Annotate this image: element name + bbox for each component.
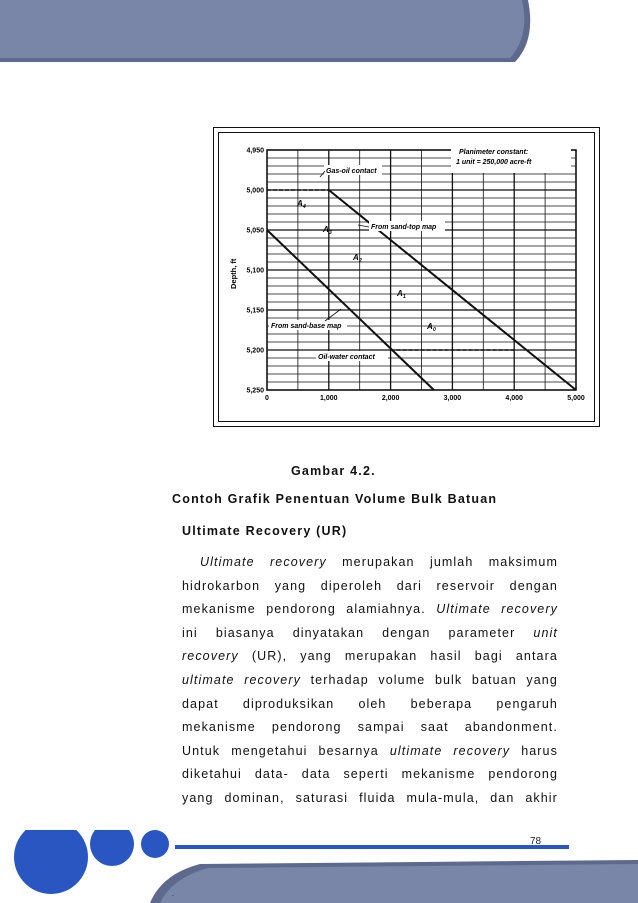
paragraph-word: merupakan xyxy=(344,649,418,664)
chart-ticks xyxy=(246,148,584,403)
gas-oil-label: Gas-oil contact xyxy=(326,168,377,175)
paragraph-word: pendorong xyxy=(488,767,558,782)
y-tick-label: 5,000 xyxy=(246,187,264,195)
x-tick-label: 3,000 xyxy=(443,395,462,402)
paragraph-word: unit xyxy=(533,625,558,640)
paragraph-word: dari xyxy=(396,578,422,593)
sand-top-label: From sand-top map xyxy=(371,224,437,231)
paragraph-line xyxy=(182,624,558,642)
paragraph-word: sampai xyxy=(357,720,405,735)
chart-grid xyxy=(267,150,576,390)
footer-mark: - xyxy=(172,893,174,899)
x-tick-label: 4,000 xyxy=(505,395,523,402)
area-label-a3-letter: A xyxy=(323,225,329,234)
figure-frame xyxy=(213,127,600,427)
sand-base-leader xyxy=(325,309,341,321)
paragraph-word: diketahui xyxy=(182,767,242,782)
oil-water-label: Oil-water contact xyxy=(318,354,375,361)
paragraph-word: recovery xyxy=(270,555,327,569)
paragraph-word: parameter xyxy=(448,625,516,640)
paragraph-word: oleh xyxy=(358,696,387,711)
figure-caption-title: Contoh Grafik Penentuan Volume Bulk Batuan xyxy=(172,492,498,506)
area-label-a4-sub: 4 xyxy=(303,204,306,210)
y-tick-label: 5,050 xyxy=(246,227,264,235)
area-label-a3-sub: 3 xyxy=(329,230,332,236)
paragraph-word: seperti xyxy=(343,767,389,782)
paragraph-word: recovery xyxy=(501,602,558,617)
area-label-a1 xyxy=(396,289,406,300)
paragraph-line xyxy=(182,600,558,618)
y-tick-label: 5,100 xyxy=(246,267,264,275)
footer-rule xyxy=(175,845,569,849)
paragraph-line xyxy=(182,765,558,783)
area-label-a4-letter: A xyxy=(297,199,303,208)
paragraph-word: Ultimate xyxy=(436,602,491,617)
paragraph-word: mengetahui xyxy=(231,743,308,758)
paragraph-word: hasil xyxy=(430,649,462,664)
footer-band xyxy=(0,830,638,903)
paragraph-word: harus xyxy=(521,743,558,758)
y-tick-label: 5,250 xyxy=(246,387,264,395)
paragraph-word: data- xyxy=(254,767,289,782)
paragraph-word: jumlah xyxy=(429,555,474,569)
paragraph-word: mekanisme xyxy=(401,767,476,782)
area-label-a0-sub: 0 xyxy=(433,327,436,333)
paragraph-word: beberapa xyxy=(410,696,473,711)
depth-area-chart xyxy=(219,133,595,422)
x-tick-label: 0 xyxy=(265,395,269,402)
paragraph-line xyxy=(182,742,558,760)
header-band xyxy=(0,0,638,80)
paragraph-word: abandonment. xyxy=(464,720,558,735)
paragraph-line xyxy=(182,789,558,807)
paragraph-word: yang xyxy=(182,791,214,805)
paragraph-word: mekanisme xyxy=(182,602,256,617)
figure-caption-label: Gambar 4.2. xyxy=(291,464,376,478)
x-tick-label: 2,000 xyxy=(381,395,400,402)
paragraph-word: diperoleh xyxy=(320,578,383,593)
paragraph-word: data xyxy=(301,767,331,782)
paragraph-word: besarnya xyxy=(318,743,379,758)
area-label-a0-letter: A xyxy=(427,322,433,331)
footer-circle-small xyxy=(141,830,169,858)
paragraph-word: diproduksikan xyxy=(242,696,335,711)
paragraph-line xyxy=(182,647,558,665)
paragraph-word: volume xyxy=(378,673,426,687)
area-label-a1-sub: 1 xyxy=(403,294,406,300)
paragraph-word: dengan xyxy=(509,578,558,593)
paragraph-word: Ultimate xyxy=(200,555,255,569)
paragraph-word: saat xyxy=(420,720,449,735)
paragraph-word: mekanisme xyxy=(182,720,256,735)
paragraph-word: (UR), xyxy=(251,649,288,664)
paragraph-word: ultimate xyxy=(389,743,443,758)
y-tick-label: 5,200 xyxy=(246,347,264,355)
paragraph-word: recovery xyxy=(453,743,511,758)
planimeter-line-1: Planimeter constant: xyxy=(459,149,529,156)
footer-circle-medium xyxy=(90,830,134,866)
area-label-a1-letter: A xyxy=(397,289,403,298)
paragraph-word: pendorong xyxy=(266,602,336,617)
planimeter-box xyxy=(451,143,571,173)
y-axis-label: Depth, ft xyxy=(229,258,238,289)
paragraph-word: biasanya xyxy=(215,625,275,640)
sand-base-label: From sand-base map xyxy=(271,323,342,330)
paragraph-word: yang xyxy=(526,673,558,687)
paragraph-word: antara xyxy=(515,649,558,664)
paragraph-word: dengan xyxy=(382,625,431,640)
paragraph-word: dapat xyxy=(182,696,219,711)
paragraph-word: recovery xyxy=(182,649,239,664)
paragraph-word: dominan, xyxy=(224,791,285,805)
paragraph-line xyxy=(182,577,558,595)
figure-inner-border xyxy=(218,132,595,422)
paragraph-word: pendorong xyxy=(271,720,342,735)
paragraph-line xyxy=(182,718,558,736)
area-label-a2-letter: A xyxy=(353,253,359,262)
paragraph-word: reservoir xyxy=(436,578,496,593)
paragraph-word: dan xyxy=(490,791,515,805)
planimeter-line-2: 1 unit = 250,000 acre-ft xyxy=(456,159,532,166)
paragraph-word: ini xyxy=(182,625,198,640)
y-tick-label: 4,950 xyxy=(246,147,264,155)
area-label-a2-sub: 2 xyxy=(359,258,362,264)
paragraph-word: hidrokarbon xyxy=(182,578,261,593)
area-label-a3 xyxy=(322,225,332,236)
footer-band-main xyxy=(160,864,638,903)
paragraph-word: akhir xyxy=(525,791,558,805)
section-heading: Ultimate Recovery (UR) xyxy=(182,524,348,538)
paragraph-word: saturasi xyxy=(295,791,349,805)
paragraph-word: bagi xyxy=(474,649,503,664)
paragraph-word: pengaruh xyxy=(496,696,558,711)
paragraph-word: alamiahnya. xyxy=(346,602,426,617)
paragraph-word: fluida xyxy=(359,791,396,805)
paragraph-word: maksimum xyxy=(488,555,558,569)
x-tick-label: 5,000 xyxy=(567,395,585,402)
y-tick-label: 5,150 xyxy=(246,307,264,315)
paragraph-word: dinyatakan xyxy=(292,625,365,640)
paragraph-word: yang xyxy=(300,649,332,664)
area-label-a0 xyxy=(426,322,436,333)
footer-circle-large xyxy=(14,830,88,894)
paragraph-word: ultimate xyxy=(182,673,235,687)
header-band-main xyxy=(0,0,524,58)
paragraph-word: yang xyxy=(274,578,307,593)
paragraph-word: recovery xyxy=(244,673,301,687)
paragraph-word: Untuk xyxy=(182,743,221,758)
page-number: 78 xyxy=(530,836,542,847)
paragraph-word: terhadap xyxy=(310,673,369,687)
paragraph-word: bulk xyxy=(434,673,463,687)
paragraph-line xyxy=(182,695,558,713)
x-tick-label: 1,000 xyxy=(320,395,338,402)
paragraph-line xyxy=(182,553,558,571)
paragraph-line xyxy=(182,671,558,689)
paragraph-word: mula-mula, xyxy=(406,791,480,805)
paragraph-word: batuan xyxy=(471,673,517,687)
paragraph-word: merupakan xyxy=(342,555,415,569)
